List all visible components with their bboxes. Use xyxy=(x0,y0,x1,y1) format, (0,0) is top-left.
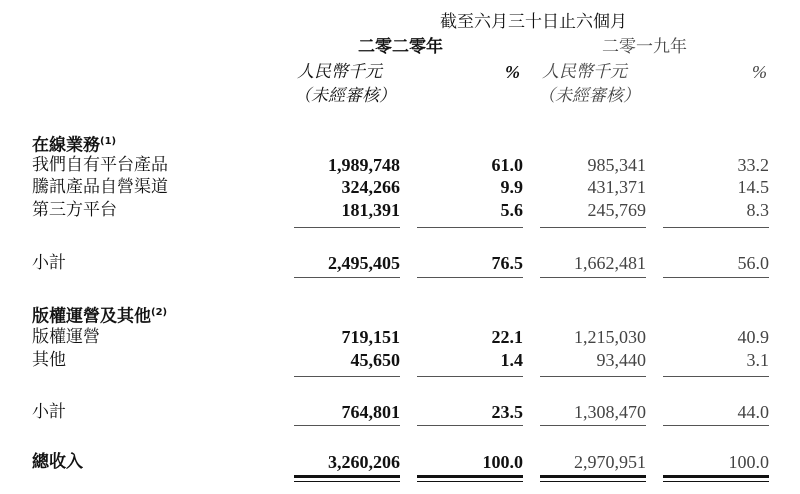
rule xyxy=(540,227,646,228)
row-label: 第三方平台 xyxy=(32,200,117,220)
value-2019: 1,215,030 xyxy=(574,327,646,347)
value-2019: 1,308,470 xyxy=(574,402,646,422)
period-heading: 截至六月三十日止六個月 xyxy=(440,12,627,32)
value-2019: 93,440 xyxy=(596,350,646,370)
year-2020-heading: 二零二零年 xyxy=(358,37,443,57)
year-2019-heading: 二零一九年 xyxy=(602,37,687,57)
rule xyxy=(540,277,646,278)
percent-2020: 1.4 xyxy=(500,350,523,370)
percent-2020: 61.0 xyxy=(491,155,523,175)
currency-2020: 人民幣千元 xyxy=(297,62,382,82)
value-2019: 2,970,951 xyxy=(574,452,646,472)
rule xyxy=(663,376,769,377)
value-2020: 45,650 xyxy=(350,350,400,370)
rule xyxy=(294,277,400,278)
percent-2020: 22.1 xyxy=(491,327,523,347)
rule xyxy=(663,227,769,228)
percent-2019: % xyxy=(752,62,767,82)
row-label: 總收入 xyxy=(32,452,83,472)
double-rule xyxy=(663,475,769,482)
rule xyxy=(540,376,646,377)
value-2019: 1,662,481 xyxy=(574,253,646,273)
rule xyxy=(540,425,646,426)
footnote-marker: (2) xyxy=(151,307,168,318)
percent-2019: 100.0 xyxy=(728,452,769,472)
percent-2020: 5.6 xyxy=(500,200,523,220)
percent-2019: 8.3 xyxy=(746,200,769,220)
rule xyxy=(294,376,400,377)
double-rule xyxy=(294,475,400,482)
percent-2019: 56.0 xyxy=(737,253,769,273)
row-label: 騰訊產品自營渠道 xyxy=(32,177,168,197)
value-2020: 2,495,405 xyxy=(328,253,400,273)
percent-2019: 44.0 xyxy=(737,402,769,422)
row-label: 我們自有平台產品 xyxy=(32,155,168,175)
double-rule xyxy=(540,475,646,482)
double-rule xyxy=(417,475,523,482)
percent-2020: 23.5 xyxy=(491,402,523,422)
value-2020: 1,989,748 xyxy=(328,155,400,175)
rule xyxy=(663,425,769,426)
percent-2020: 9.9 xyxy=(500,177,523,197)
value-2020: 719,151 xyxy=(341,327,400,347)
value-2020: 764,801 xyxy=(341,402,400,422)
section-title-online xyxy=(32,132,116,156)
rule xyxy=(417,425,523,426)
unaudited-2020: （未經審核） xyxy=(294,86,396,106)
section-title-copyright xyxy=(32,303,167,327)
percent-2020: 100.0 xyxy=(482,452,523,472)
percent-2019: 40.9 xyxy=(737,327,769,347)
value-2020: 3,260,206 xyxy=(328,452,400,472)
value-2020: 324,266 xyxy=(341,177,400,197)
percent-2020: 76.5 xyxy=(491,253,523,273)
row-label: 小計 xyxy=(32,402,66,422)
percent-2020: % xyxy=(505,62,520,82)
rule xyxy=(417,227,523,228)
section-title-text: 版權運營及其他 xyxy=(32,306,151,327)
footnote-marker: (1) xyxy=(100,136,117,147)
percent-2019: 3.1 xyxy=(746,350,769,370)
rule xyxy=(417,277,523,278)
rule xyxy=(294,227,400,228)
unaudited-2019: （未經審核） xyxy=(538,86,640,106)
row-label: 小計 xyxy=(32,253,66,273)
rule xyxy=(663,277,769,278)
value-2019: 431,371 xyxy=(587,177,646,197)
percent-2019: 33.2 xyxy=(737,155,769,175)
value-2019: 245,769 xyxy=(587,200,646,220)
row-label: 版權運營 xyxy=(32,327,100,347)
section-title-text: 在線業務 xyxy=(32,135,100,156)
row-label: 其他 xyxy=(32,350,66,370)
value-2020: 181,391 xyxy=(341,200,400,220)
value-2019: 985,341 xyxy=(587,155,646,175)
rule xyxy=(417,376,523,377)
rule xyxy=(294,425,400,426)
currency-2019: 人民幣千元 xyxy=(542,62,627,82)
percent-2019: 14.5 xyxy=(737,177,769,197)
